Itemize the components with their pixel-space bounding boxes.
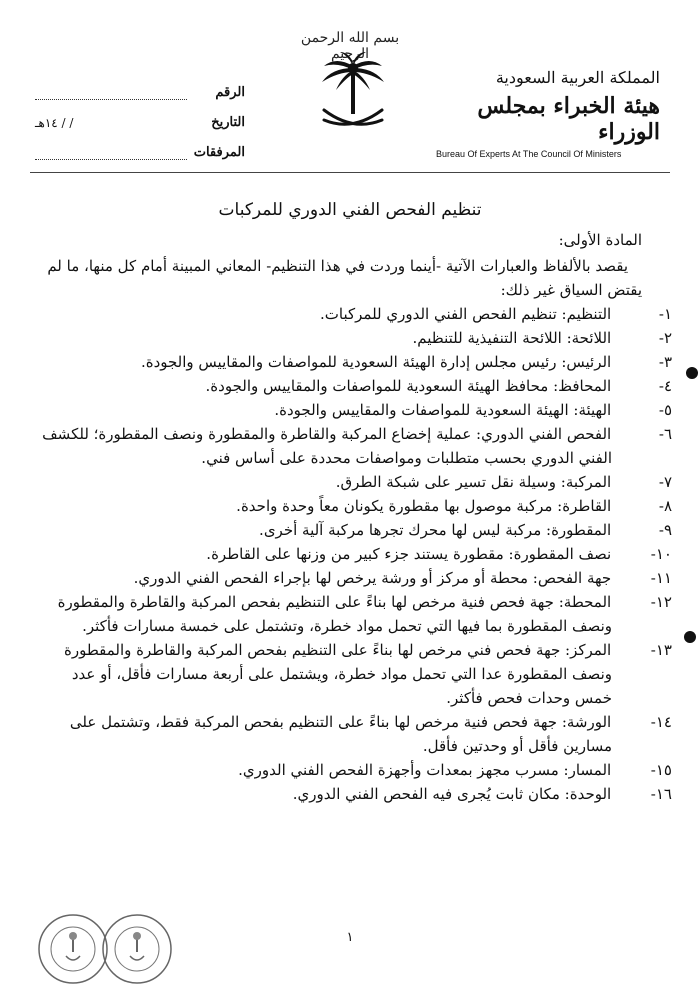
definition-text: الفحص الفني الدوري: عملية إخضاع المركبة والقاطرة والمقطورة ونصف المقطورة؛ للكشف الفني الدوري بحسب متطلبات ومواصفات محددة على أساس فني.: [42, 425, 612, 467]
reference-block: [35, 70, 245, 160]
definition-number: ١١-: [650, 569, 672, 587]
ref-number-label: الرقم: [215, 85, 245, 100]
definition-text: الورشة: جهة فحص فنية مرخص لها بناءً على التنظيم بفحص المركبة فقط، وتشتمل على مسارين فأقل أو وحدتين فأقل.: [69, 713, 612, 755]
punch-hole-icon: [684, 631, 696, 643]
definition-item: [42, 494, 672, 518]
issuer-block: [430, 68, 660, 159]
definition-text: الهيئة: الهيئة السعودية للمواصفات والمقاييس والجودة.: [274, 401, 612, 419]
definition-text: الرئيس: رئيس مجلس إدارة الهيئة السعودية للمواصفات والمقاييس والجودة.: [140, 353, 612, 371]
definition-item: [42, 518, 672, 542]
definition-number: ١٥-: [650, 761, 672, 779]
definition-item: [42, 542, 672, 566]
definition-item: [42, 422, 672, 470]
definition-text: المحافظ: محافظ الهيئة السعودية للمواصفات والمقاييس والجودة.: [205, 377, 612, 395]
definition-item: [42, 710, 672, 758]
definition-text: المسار: مسرب مجهز بمعدات وأجهزة الفحص الفني الدوري.: [238, 761, 612, 779]
date-label: التاريخ: [211, 115, 245, 130]
definition-item: [42, 782, 672, 806]
definition-text: جهة الفحص: محطة أو مركز أو ورشة يرخص لها بإجراء الفحص الفني الدوري.: [133, 569, 612, 587]
kingdom-name: المملكة العربية السعودية: [495, 68, 660, 87]
definition-number: ١٦-: [650, 785, 672, 803]
definition-number: ١٤-: [650, 713, 672, 731]
definition-number: ٥-: [658, 401, 672, 419]
definition-item: [42, 398, 672, 422]
attachments-line: [35, 145, 187, 160]
definition-text: اللائحة: اللائحة التنفيذية للتنظيم.: [412, 329, 612, 347]
basmala: بسم الله الرحمن الرحيم: [300, 30, 400, 62]
definition-item: [42, 638, 672, 710]
definition-number: ٣-: [658, 353, 672, 371]
date-row: [35, 100, 245, 130]
article-intro: يقصد بالألفاظ والعبارات الآتية -أينما وردت في هذا التنظيم- المعاني المبينة أمام كل منها، ما لم يقتض السياق غير ذلك:: [47, 257, 642, 299]
definition-number: ١٠-: [650, 545, 672, 563]
header-divider: [30, 172, 670, 173]
definition-item: [42, 302, 672, 326]
definition-text: نصف المقطورة: مقطورة يستند جزء كبير من وزنها على القاطرة.: [206, 545, 612, 563]
definition-item: [42, 566, 672, 590]
definition-number: ٤-: [658, 377, 672, 395]
document-body: [42, 228, 672, 806]
definition-item: [42, 350, 672, 374]
definition-number: ٩-: [658, 521, 672, 539]
palm-swords-emblem-icon: [318, 50, 388, 140]
definition-text: المحطة: جهة فحص فنية مرخص لها بناءً على التنظيم بفحص المركبة والقاطرة والمقطورة ونصف المقطورة بما فيها التي تحمل مواد خطرة، وتشتمل على خمسة مسارات فأكثر.: [57, 593, 612, 635]
definition-number: ٧-: [658, 473, 672, 491]
ref-number-line: [35, 85, 187, 100]
definition-number: ١-: [658, 305, 672, 323]
date-value: / / ١٤هـ: [35, 116, 74, 130]
bureau-name: هيئة الخبراء بمجلس الوزراء: [477, 93, 660, 145]
definition-item: [42, 326, 672, 350]
definition-item: [42, 590, 672, 638]
definition-text: المركبة: وسيلة نقل تسير على شبكة الطرق.: [335, 473, 612, 491]
definition-text: القاطرة: مركبة موصول بها مقطورة يكونان معاً وحدة واحدة.: [236, 497, 612, 515]
seal-stamp-icon: [36, 912, 110, 986]
definition-number: ٦-: [658, 425, 672, 443]
seal-stamp-icon: [100, 912, 174, 986]
definition-text: الوحدة: مكان ثابت يُجرى فيه الفحص الفني الدوري.: [292, 785, 612, 803]
attachments-row: [35, 130, 245, 160]
definition-text: المركز: جهة فحص فني مرخص لها بناءً على التنظيم بفحص المركبة والقاطرة والمقطورة ونصف المقطورة عدا التي تحمل مواد خطرة، ويشتمل على أربعة مسارات فأقل، أو عدد خمس وحدات فحص فأكثر.: [63, 641, 612, 707]
article-heading: المادة الأولى:: [558, 231, 642, 249]
definition-item: [42, 470, 672, 494]
definition-number: ٨-: [658, 497, 672, 515]
definitions-list: [42, 302, 672, 806]
page-number: ١: [346, 930, 354, 945]
punch-hole-icon: [686, 367, 698, 379]
definition-text: التنظيم: تنظيم الفحص الفني الدوري للمركبات.: [320, 305, 612, 323]
definition-number: ٢-: [658, 329, 672, 347]
definition-text: المقطورة: مركبة ليس لها محرك تجرها مركبة آلية أخرى.: [259, 521, 612, 539]
definition-item: [42, 758, 672, 782]
attachments-label: المرفقات: [193, 145, 245, 160]
definition-number: ١٢-: [650, 593, 672, 611]
document-title: تنظيم الفحص الفني الدوري للمركبات: [218, 200, 482, 220]
definition-number: ١٣-: [650, 641, 672, 659]
definition-item: [42, 374, 672, 398]
ref-number-row: [35, 70, 245, 100]
bureau-name-en: Bureau Of Experts At The Council Of Ministers: [436, 149, 622, 159]
